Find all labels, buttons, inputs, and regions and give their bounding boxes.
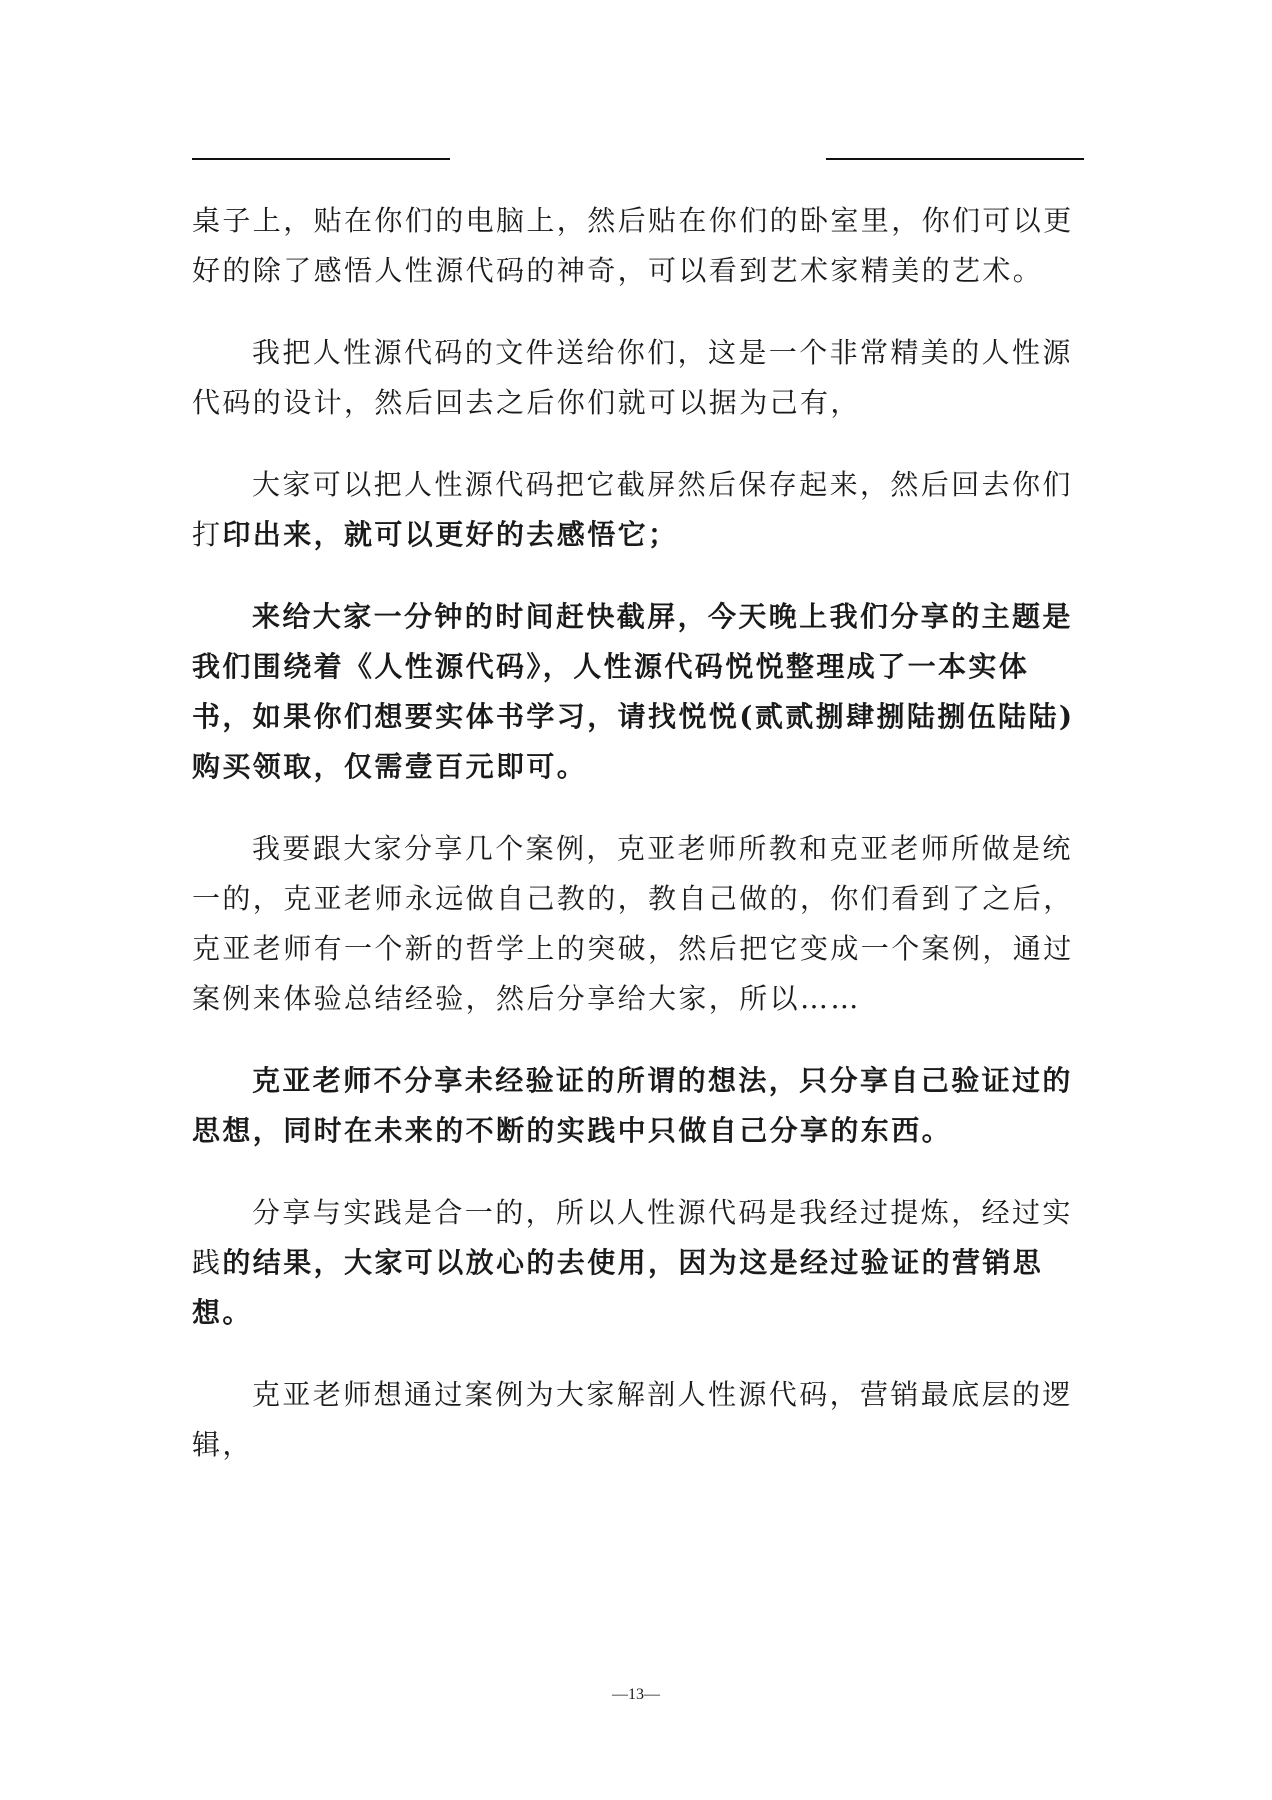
- paragraph: [192, 460, 1084, 560]
- paragraph: [192, 592, 1084, 792]
- text-run-bold: 印出来，就可以更好的去感悟它；: [222, 518, 679, 551]
- text-run: 桌子上，贴在你们的电脑上，然后贴在你们的卧室里，你们可以更好的除了感悟人性源代码的神奇，可以看到艺术家精美的艺术。: [192, 204, 1074, 287]
- text-run: 我把人性源代码的文件送给你们，这是一个非常精美的人性源代码的设计，然后回去之后你们就可以据为己有，: [192, 336, 1073, 419]
- body-text: [192, 196, 1084, 1470]
- text-run: 大家可以把人性源代码把它截屏然后保存起来，然后回去你们打: [192, 468, 1073, 551]
- paragraph: [192, 196, 1084, 296]
- paragraph: [192, 824, 1084, 1024]
- text-run-bold: 克亚老师不分享未经验证的所谓的想法，只分享自己验证过的思想，同时在未来的不断的实践中只做自己分享的东西。: [192, 1064, 1073, 1147]
- text-run-bold: 的结果，大家可以放心的去使用，因为这是经过验证的营销思想。: [192, 1246, 1044, 1329]
- text-run: 分享与实践是合一的，所以人性源代码是我经过提炼，经过实践: [192, 1196, 1073, 1279]
- header-rule-left: [192, 158, 450, 160]
- paragraph: [192, 1370, 1084, 1470]
- text-run: 我要跟大家分享几个案例，克亚老师所教和克亚老师所做是统一的，克亚老师永远做自己教的，教自己做的，你们看到了之后，克亚老师有一个新的哲学上的突破，然后把它变成一个案例，通过案例来体验总结经验，然后分享给大家，所以……: [192, 832, 1074, 1015]
- paragraph: [192, 1188, 1084, 1338]
- page-number: —13—: [612, 1686, 660, 1703]
- paragraph: [192, 1056, 1084, 1156]
- text-run-bold: 来给大家一分钟的时间赶快截屏，今天晚上我们分享的主题是我们围绕着《人性源代码》，人性源代码悦悦整理成了一本实体书，如果你们想要实体书学习，请找悦悦(贰贰捌肆捌陆捌伍陆陆)购买领取，仅需壹百元即可。: [192, 600, 1075, 783]
- text-run: 克亚老师想通过案例为大家解剖人性源代码，营销最底层的逻辑，: [192, 1378, 1073, 1461]
- header-rule-right: [826, 158, 1084, 160]
- paragraph: [192, 328, 1084, 428]
